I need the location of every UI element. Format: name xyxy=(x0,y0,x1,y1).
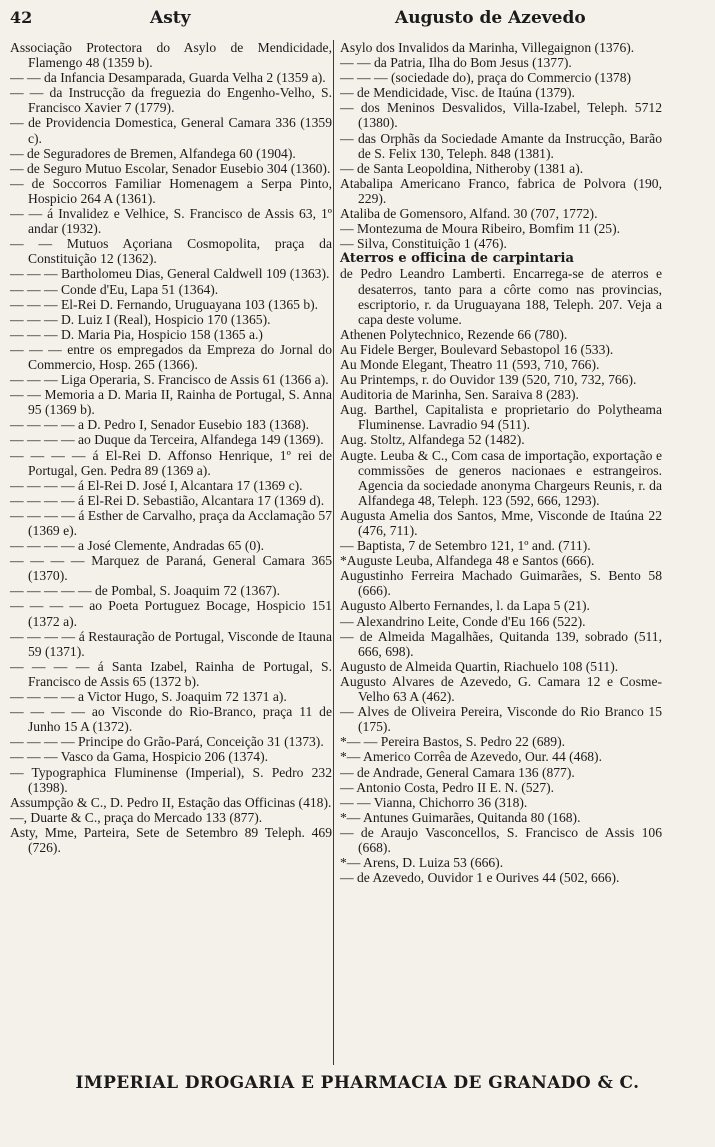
directory-entry: — de Mendicidade, Visc. de Itaúna (1379). xyxy=(340,85,575,101)
directory-entry: de Pedro Leandro Lamberti. Encarrega-se de aterros e desaterros, tanto para a côrte como nas provincias, escriptorio, r. da Uruguayana 188, Teleph. 207. Veja a capa deste volume. xyxy=(340,266,662,327)
directory-entry: — de Almeida Magalhães, Quitanda 139, sobrado (511, 666, 698). xyxy=(340,628,662,659)
directory-entry: — de Andrade, General Camara 136 (877). xyxy=(340,764,575,780)
directory-entry: — — — D. Luiz I (Real), Hospicio 170 (1365). xyxy=(10,311,271,327)
directory-entry: — — á Invalidez e Velhice, S. Francisco de Assis 63, 1º andar (1932). xyxy=(10,206,332,237)
directory-entry: *— Arens, D. Luiza 53 (666). xyxy=(340,855,504,871)
directory-entry: — Antonio Costa, Pedro II E. N. (527). xyxy=(340,779,555,795)
directory-entry: — de Seguro Mutuo Escolar, Senador Eusebio 304 (1360). xyxy=(10,160,331,176)
directory-entry: — — — — a José Clemente, Andradas 65 (0). xyxy=(10,538,265,554)
footer-banner: IMPERIAL DROGARIA E PHARMACIA DE GRANADO & C. xyxy=(75,1073,640,1093)
directory-entry: — das Orphãs da Sociedade Amante da Instrucção, Barão de S. Felix 130, Teleph. 848 (1381). xyxy=(340,130,662,161)
directory-entry: — — — Conde d'Eu, Lapa 51 (1364). xyxy=(10,281,219,297)
directory-heading: Aterros e officina de carpintaria xyxy=(340,251,574,267)
running-head-left: Asty xyxy=(150,8,191,28)
directory-entry: — — da Instrucção da freguezia do Engenho-Velho, S. Francisco Xavier 7 (1779). xyxy=(10,85,332,116)
directory-entry: — de Azevedo, Ouvidor 1 e Ourives 44 (502, 666). xyxy=(340,870,620,886)
directory-entry: — Alexandrino Leite, Conde d'Eu 166 (522). xyxy=(340,613,586,629)
directory-entry: *Auguste Leuba, Alfandega 48 e Santos (666). xyxy=(340,553,595,569)
running-head-right: Augusto de Azevedo xyxy=(395,8,586,28)
directory-entry: — — da Infancia Desamparada, Guarda Velha 2 (1359 a). xyxy=(10,70,326,86)
directory-entry: Aug. Barthel, Capitalista e proprietario do Polytheama Fluminense. Lavradio 94 (511). xyxy=(340,402,662,433)
directory-entry: — Silva, Constituição 1 (476). xyxy=(340,236,507,252)
page-header xyxy=(0,6,715,32)
directory-entry: — — — D. Maria Pia, Hospicio 158 (1365 a.) xyxy=(10,326,263,342)
directory-entry: — — — — ao Poeta Portuguez Bocage, Hospicio 151 (1372 a). xyxy=(10,598,332,629)
directory-entry: — — — (sociedade do), praça do Commercio (1378) xyxy=(340,70,632,86)
directory-entry: — Typographica Fluminense (Imperial), S. Pedro 232 (1398). xyxy=(10,764,332,795)
directory-entry: — — — — á El-Rei D. Sebastião, Alcantara 17 (1369 d). xyxy=(10,492,325,508)
left-column xyxy=(10,40,332,855)
directory-entry: — — — — — de Pombal, S. Joaquim 72 (1367). xyxy=(10,583,280,599)
directory-entry: — — Vianna, Chichorro 36 (318). xyxy=(340,794,528,810)
directory-entry: Assumpção & C., D. Pedro II, Estação das Officinas (418). xyxy=(10,794,332,810)
directory-entry: — — — — ao Duque da Terceira, Alfandega 149 (1369). xyxy=(10,432,324,448)
directory-entry: — — Memoria a D. Maria II, Rainha de Portugal, S. Anna 95 (1369 b). xyxy=(10,387,332,418)
directory-entry: Auditoria de Marinha, Sen. Saraiva 8 (283). xyxy=(340,387,579,403)
page-number: 42 xyxy=(10,8,33,27)
directory-entry: — — — — a D. Pedro I, Senador Eusebio 183 (1368). xyxy=(10,417,310,433)
directory-entry: — — — — Principe do Grão-Pará, Conceição 31 (1373). xyxy=(10,734,324,750)
directory-entry: — — — — á Santa Izabel, Rainha de Portugal, S. Francisco de Assis 65 (1372 b). xyxy=(10,658,332,689)
directory-entry: Ataliba de Gomensoro, Alfand. 30 (707, 1772). xyxy=(340,206,598,222)
directory-entry: — de Santa Leopoldina, Nitheroby (1381 a). xyxy=(340,160,584,176)
directory-entry: — — — — á Restauração de Portugal, Visconde de Itauna 59 (1371). xyxy=(10,628,332,659)
directory-entry: Augte. Leuba & C., Com casa de importação, exportação e commissões de generos nacionaes e estrangeiros. Agencia da sociedade anonyma Chargeurs Reunis, r. da Alfandega 48, Teleph. 123 (592, 666, 1293). xyxy=(340,447,662,508)
directory-entry: Augustinho Ferreira Machado Guimarães, S. Bento 58 (666). xyxy=(340,568,662,599)
right-column xyxy=(340,40,662,885)
directory-entry: — — — — ao Visconde do Rio-Branco, praça 11 de Junho 15 A (1372). xyxy=(10,704,332,735)
directory-entry: Au Fidele Berger, Boulevard Sebastopol 16 (533). xyxy=(340,341,614,357)
directory-entry: — — Mutuos Açoriana Cosmopolita, praça da Constituição 12 (1362). xyxy=(10,236,332,267)
directory-entry: — — — El-Rei D. Fernando, Uruguayana 103 (1365 b). xyxy=(10,296,319,312)
directory-entry: — de Araujo Vasconcellos, S. Francisco de Assis 106 (668). xyxy=(340,824,662,855)
directory-entry: Associação Protectora do Asylo de Mendicidade, Flamengo 48 (1359 b). xyxy=(10,40,332,71)
column-divider xyxy=(333,40,334,1065)
directory-entry: — de Providencia Domestica, General Camara 336 (1359 c). xyxy=(10,115,332,146)
directory-entry: — — — — Marquez de Paraná, General Camara 365 (1370). xyxy=(10,553,332,584)
directory-entry: Au Printemps, r. do Ouvidor 139 (520, 710, 732, 766). xyxy=(340,372,637,388)
directory-entry: Athenen Polytechnico, Rezende 66 (780). xyxy=(340,326,568,342)
directory-entry: — — — — á Esther de Carvalho, praça da Acclamação 57 (1369 e). xyxy=(10,507,332,538)
directory-entry: Augusto Alvares de Azevedo, G. Camara 12 e Cosme-Velho 63 A (462). xyxy=(340,673,662,705)
directory-entry: — dos Meninos Desvalidos, Villa-Izabel, Teleph. 5712 (1380). xyxy=(340,100,662,131)
directory-entry: — — da Patria, Ilha do Bom Jesus (1377). xyxy=(340,55,572,71)
directory-entry: *— Americo Corrêa de Azevedo, Our. 44 (468). xyxy=(340,749,602,765)
directory-entry: — — — entre os empregados da Empreza do Jornal do Commercio, Hosp. 265 (1366). xyxy=(10,341,332,372)
directory-entry: Augusto Alberto Fernandes, l. da Lapa 5 (21). xyxy=(340,598,590,614)
directory-entry: Augusto de Almeida Quartin, Riachuelo 108 (511). xyxy=(340,658,619,674)
directory-entry: Au Monde Elegant, Theatro 11 (593, 710, 766). xyxy=(340,356,600,372)
directory-entry: —, Duarte & C., praça do Mercado 133 (877). xyxy=(10,809,263,825)
directory-entry: — — — — a Victor Hugo, S. Joaquim 72 1371 a). xyxy=(10,689,287,705)
directory-entry: — — — — á El-Rei D. Affonso Henrique, 1º rei de Portugal, Gen. Pedra 89 (1369 a). xyxy=(10,447,332,478)
directory-entry: Asty, Mme, Parteira, Sete de Setembro 89 Teleph. 469 (726). xyxy=(10,824,332,855)
directory-entry: — de Seguradores de Bremen, Alfandega 60 (1904). xyxy=(10,145,296,161)
directory-entry: — Baptista, 7 de Setembro 121, 1º and. (711). xyxy=(340,538,591,554)
directory-entry: — Montezuma de Moura Ribeiro, Bomfim 11 (25). xyxy=(340,221,621,237)
directory-entry: *— Antunes Guimarães, Quitanda 80 (168). xyxy=(340,809,581,825)
directory-entry: Aug. Stoltz, Alfandega 52 (1482). xyxy=(340,432,525,448)
directory-entry: — Alves de Oliveira Pereira, Visconde do Rio Branco 15 (175). xyxy=(340,704,662,735)
directory-entry: Asylo dos Invalidos da Marinha, Villegaignon (1376). xyxy=(340,40,635,55)
directory-entry: — — — Bartholomeu Dias, General Caldwell 109 (1363). xyxy=(10,266,330,282)
directory-entry: Atabalipa Americano Franco, fabrica de Polvora (190, 229). xyxy=(340,175,662,206)
directory-entry: *— — Pereira Bastos, S. Pedro 22 (689). xyxy=(340,734,566,750)
directory-entry: — — — Liga Operaria, S. Francisco de Assis 61 (1366 a). xyxy=(10,372,329,388)
directory-entry: Augusta Amelia dos Santos, Mme, Visconde de Itaúna 22 (476, 711). xyxy=(340,507,662,538)
directory-entry: — — — Vasco da Gama, Hospicio 206 (1374). xyxy=(10,749,268,765)
directory-entry: — de Soccorros Familiar Homenagem a Serpa Pinto, Hospicio 264 A (1361). xyxy=(10,175,332,206)
directory-entry: — — — — á El-Rei D. José I, Alcantara 17 (1369 c). xyxy=(10,477,303,493)
